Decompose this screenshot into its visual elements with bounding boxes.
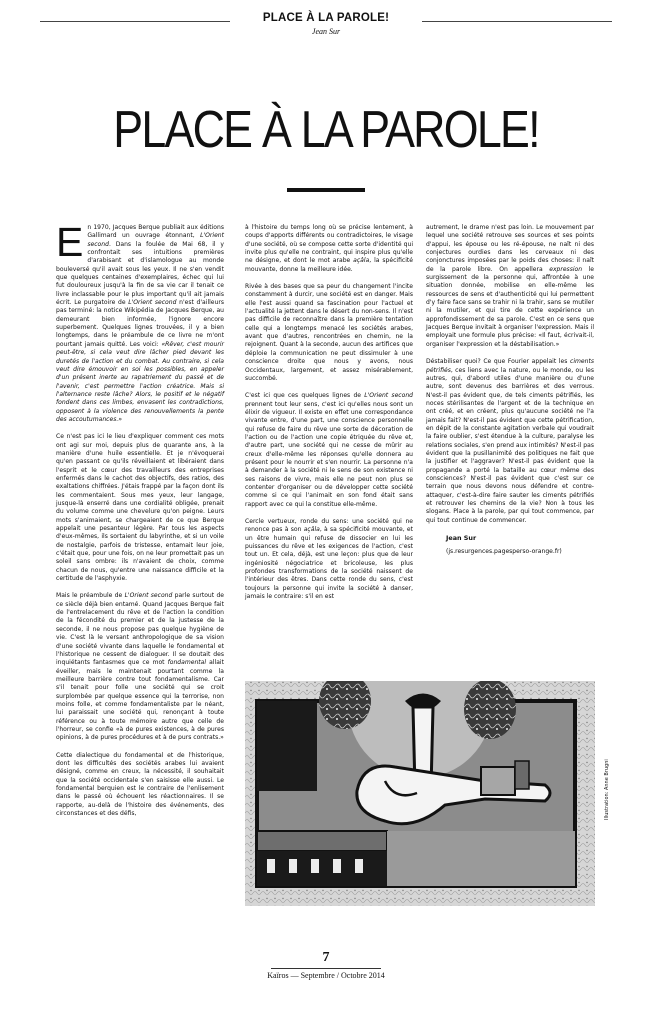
book-title: L'Orient second bbox=[124, 592, 173, 600]
text-span: à l'histoire du temps long où se précise lentement, à coups d'apports différents ou contradictoires, le visage d'une société, où se compose cette sorte d'identité qui invite plus qu'elle ne contraint, qui inspire plus qu'elle ne désigne, et dont le mot arabe bbox=[245, 224, 413, 265]
right-panel bbox=[387, 831, 575, 886]
paragraph bbox=[56, 219, 224, 424]
page-number: 7 bbox=[322, 950, 330, 965]
text-span: Mais le préambule de bbox=[56, 592, 125, 600]
quotation: «Rêver, c'est mourir peut-être, si cela veut dire lâcher pied devant les duretés de l'action et du combat. Au contraire, si cela veut dire émouvoir en soi les possibles, en appeler d'un présent inerte au rapatriement du passé et de l'avenir, c'est permettre l'action créatrice. Mais si l'alternance reste lâche? Alors, le positif et le négatif fondent dans ces limbes, envasent les contradictions, opposent à la violence des renouvellements la pente des accoutumances.» bbox=[56, 340, 224, 423]
paragraph bbox=[245, 224, 413, 274]
drop-cap: E bbox=[56, 219, 84, 265]
paragraph bbox=[56, 592, 224, 742]
paragraph: Ce n'est pas ici le lieu d'expliquer comment ces mots ont agi sur moi, depuis plus de quarante ans, à la manière d'une huile essentielle. Et je n'évoquerai qu'en passant ce qu'ils réveillaient et libéraient dans l'esprit et le cœur des travailleurs des entreprises enfermés dans le cachot des objectifs, des ratios, des exaltations chiffrées. J'étais frappé par la façon dont ils les commentaient. Sous mes yeux, leur langage, jusque-là enserré dans une cordialité obligée, prenait du volume comme une chevelure qu'on peigne. Leurs mots s'animaient, se chargeaient de ce que Berque appelait une pesanteur légère. Par tous les aspects d'eux-mêmes, ils sortaient du labyrinthe, et si un voile de nostalgie, parfois de tristesse, entamait leur joie, c'était que, pour une fois, on ne leur promettait pas un soleil sans ombre: ils n'avaient de choix, comme chacun de nous, qu'entre une naissance difficile et la certitude de l'asphyxie. bbox=[56, 433, 224, 583]
dark-panel bbox=[257, 701, 317, 791]
article-column-1 bbox=[56, 219, 225, 827]
author-signature: Jean Sur bbox=[446, 534, 477, 543]
title-underline bbox=[287, 188, 365, 192]
film-strip bbox=[257, 851, 387, 886]
article-column-2 bbox=[245, 224, 413, 610]
small-cube bbox=[481, 767, 515, 795]
text-span: , ces liens avec la nature, ou le monde, ou les autres, qui, d'abord utiles d'une manière ou d'une autre, sont devenus des barrières et des verrous. N'est-il pas évident que, de tels ciments pétrifiés, les noces stérilisantes de l'argent et de la technique en ont créé, et en créent, plus qu'aucune société ne l'a jamais fait? N'est-il pas évident que cette pétrification, en dépit de la constante agitation verbale qui voudrait la faire oublier, s'est étendue à la culture, paralyse les relations sociales, s'en prend aux intimités? N'est-il pas évident que la pusillanimité des politiques ne fait que la justifier et l'aggraver? N'est-il pas évident que la propagande a porté la bataille au cœur même des consciences? N'est-il pas évident que c'est sur ce terrain que nous devons nous défendre et contre-attaquer, c'est-à-dire faire sauter les ciments pétrifiés et retrouver les chemins de la vie? Non à tous les slogans. Place à la parole, par qui tout commence, par qui tout continue de commencer. bbox=[426, 366, 594, 524]
emphasis: fondamental bbox=[167, 659, 207, 667]
emphasis: ciments pétrifiés bbox=[426, 358, 594, 374]
header-author: Jean Sur bbox=[311, 27, 341, 36]
paragraph bbox=[426, 224, 594, 349]
text-span: Déstabiliser quoi? Ce que Fourier appelait les bbox=[426, 358, 571, 366]
text-span: prennent tout leur sens, c'est ici qu'elles nous sont un élixir de vigueur. Il existe en effet une correspondance vivante entre, d'une part, une conscience personnelle qui refuse de faire du rêve une sorte de décoration de l'action ou de l'action une copie étriquée du rêve et, d'autre part, une société qui ne cesse de mûrir au creux d'elle-même les réponses qu'elle donnera au présent pour le nourrir et s'en nourrir. La personne n'a à demander à la société ni le sens de son existence ni ses raisons de vivre, mais elle ne peut non plus se contenter d'organiser ou de développer cette société comme si ce qui l'animait en son fond était sans rapport avec ce qui la constitue elle-même. bbox=[245, 400, 413, 508]
page-header bbox=[40, 12, 612, 46]
text-span: . Dans la foulée de Mai 68, il y confrontait ses intuitions premières d'arabisant et d'islamologue au monde bouleversé qu'il avait sous les yeux. Il ne s'en vendit que quelques centaines d'exemplaires, échec qui lui fut douloureux jusqu'à la fin de sa vie car il tenait ce livre inclassable pour le plus important qu'il ait jamais écrit. Le purgatoire de bbox=[56, 240, 224, 307]
issue-info: Kaïros — Septembre / Octobre 2014 bbox=[267, 971, 385, 980]
text-span: le surgissement de la personne qui, affrontée à une situation donnée, mobilise en elle-même les ressources de sens et d'authenticité qui lui permettent d'y faire face sans se trahir ni la trahir, sans se mutiler ni la mutiler, et qui tire de cette expérience un approfondissement de sa parole. C'est en ce sens que Jacques Berque invitait à organiser l'expression. Mais il employait une formule plus précise: «Il faut, écrivait-il, organiser l'expression et la déstabilisation.» bbox=[426, 265, 594, 348]
text-span: autrement, le drame n'est pas loin. Le mouvement par lequel une société retrouve ses sources et ses points d'appui, les épouse ou les ré-épouse, ne naît ni des conjectures ourdies dans les cerveaux ni des conjonctures imposées par le poids des choses: il naît de la parole libre. On appellera bbox=[426, 224, 594, 273]
text-span: , à sa spécificité mouvante, et un être humain qui refuse de dissocier en lui les puissances du rêve et les exigences de l'action, c'est tout un. Et cela, déjà, est une leçon: plus que de leur ingéniosité négociatrice et bricoleuse, les plus profondes transformations de la société naissent de l'intérieur des êtres. Dans cette ronde du sens, c'est toujours la personne qui invite la société à danser, jamais le contraire: s'il en est bbox=[245, 526, 413, 601]
paragraph bbox=[245, 392, 413, 509]
marble-orb-right bbox=[464, 681, 516, 739]
book-title: L'Orient second bbox=[87, 232, 224, 248]
emphasis: açâla bbox=[303, 526, 320, 534]
cube-side bbox=[515, 761, 529, 789]
bottom-bar bbox=[257, 831, 387, 851]
paragraph: Cette dialectique du fondamental et de l'historique, dont les difficultés des sociétés arabes lui avaient désigné, comme en creux, la nécessité, il souhaitait que la société occidentale s'en saisisse elle aussi. Le fondamental berquien est le contraire de l'enlisement dans le passé où échouent les réactionnaires. Il se rapporte, au-delà de l'histoire des événements, des circonstances et des défis, bbox=[56, 751, 224, 818]
text-span: n'est d'ailleurs pas terminé: la notice Wikipédia de Jacques Berque, au demeurant bien informée, l'ignore encore superbement. Quelques lignes trouvées, il y a bien longtemps, dans le préambule de ce livre ne m'ont pourtant jamais quitté. Les voici: bbox=[56, 299, 224, 348]
text-span: parle surtout de ce siècle déjà bien entamé. Quand Jacques Berque fait de l'entrelacement du rêve et de l'action la condition de la fécondité du premier et de la justesse de la seconde, il ne nous propose pas quelque hygiène de vie. C'est là le versant anthropologique de sa vision d'une société vivante dans laquelle le fondamental et l'historique ne cessent de dialoguer. Il se doutait des inquiétants fantasmes que ce mot bbox=[56, 592, 225, 667]
book-title: L'Orient second bbox=[128, 299, 177, 307]
text-span: C'est ici que ces quelques lignes de bbox=[245, 392, 365, 400]
illustration bbox=[245, 681, 595, 906]
illustration-credit: Illustration: Anne Brugni bbox=[604, 759, 610, 820]
emphasis: açâla bbox=[353, 257, 370, 265]
text-span: allait éveiller, mais le maintenait pourtant comme la meilleure barrière contre tout fondamentalisme. Car s'il tenait pour folle une société qui se croit surplombée par quelque essence qui la terrorise, non moins folle, et comme fondamentaliste par le néant, lui paraissait une société qui, renonçant à toute référence ou à toute mémoire autre que celle de l'horreur, se confie «à de pures existences, à de pures opinions, à de pures procédures et à de purs contrats.» bbox=[56, 659, 224, 742]
article-title: PLACE À LA PAROLE! bbox=[113, 101, 539, 159]
text-span: n 1970, Jacques Berque publiait aux éditions Gallimard un ouvrage étonnant, bbox=[87, 224, 224, 240]
footer-rule bbox=[271, 968, 381, 969]
page-footer bbox=[0, 950, 652, 980]
article-column-3 bbox=[426, 224, 594, 557]
text-span: Cercle vertueux, ronde du sens: une société qui ne renonce pas à son bbox=[245, 518, 413, 534]
emphasis: expression bbox=[549, 265, 583, 273]
section-title: PLACE À LA PAROLE! bbox=[262, 12, 390, 24]
paragraph bbox=[426, 358, 594, 525]
author-website: (js.resurgences.pagesperso-orange.fr) bbox=[446, 548, 562, 556]
paragraph: Rivée à des bases que sa peur du changement l'incite constamment à durcir, une société est en danger. Mais elle l'est aussi quand sa fascination pour l'actuel et l'actualité la jettent dans le désert du non-sens. Il n'est pas difficile de reconnaître dans la première tentation celle qui a longtemps menacé les sociétés arabes, avant que d'autres, rencontrées en chemin, ne la rejoignent. Quant à la seconde, aucun des artifices que déploie la communication ne peut dissimuler à une conscience droite que nous y avons, nous Occidentaux, largement, et assez misérablement, succombé. bbox=[245, 283, 413, 382]
paragraph bbox=[245, 518, 413, 601]
text-span: , la spécificité mouvante, donne la meilleure idée. bbox=[245, 257, 413, 273]
book-title: L'Orient second bbox=[364, 392, 413, 400]
